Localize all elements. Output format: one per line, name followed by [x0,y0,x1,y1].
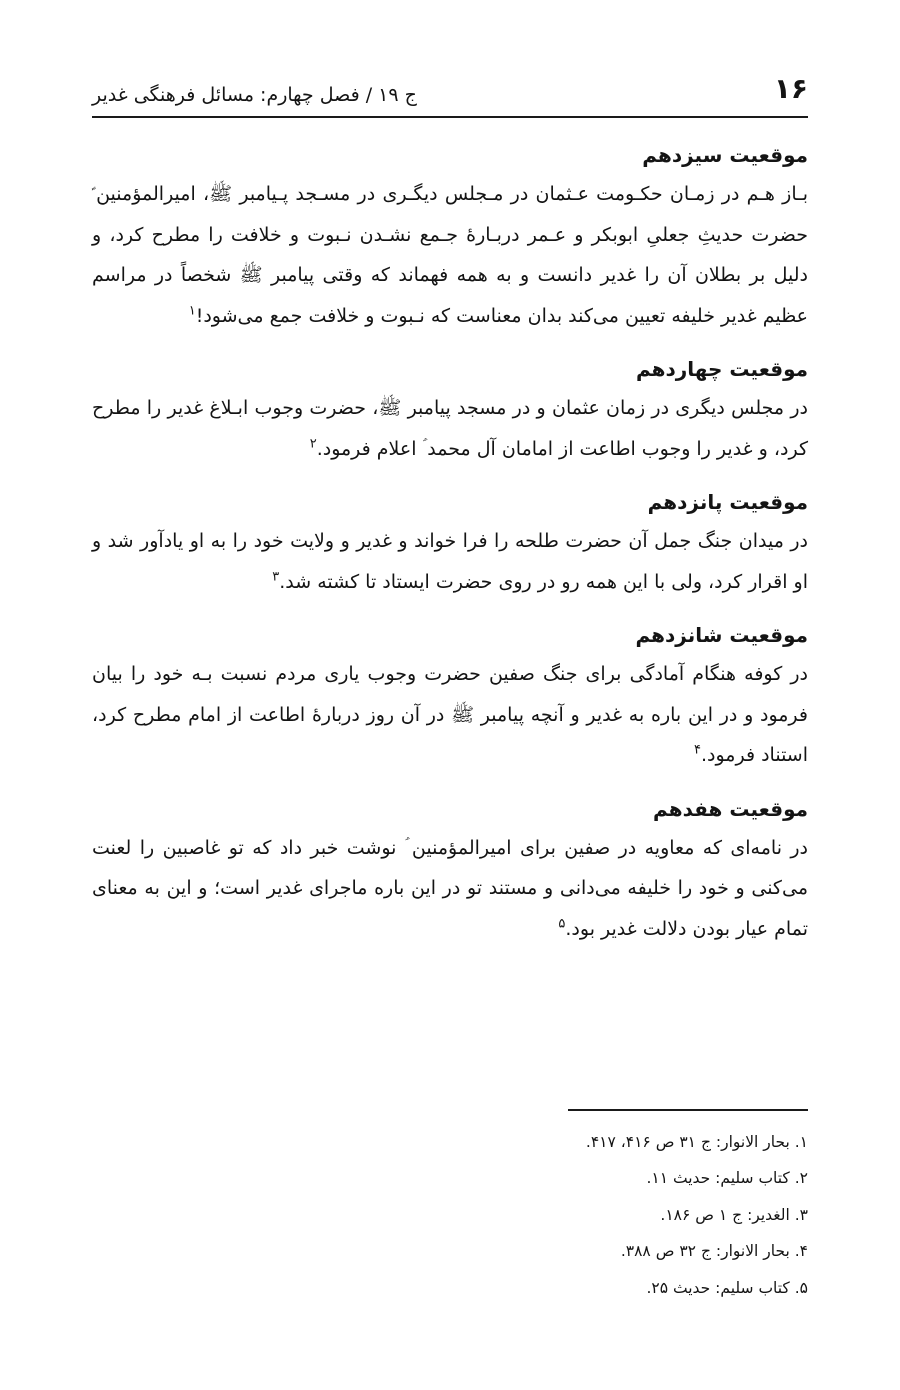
footnote-reference[interactable]: ۴ [694,742,701,758]
section-paragraph [92,388,808,469]
section-13 [92,140,808,336]
main-text [92,140,808,967]
section-15 [92,487,808,602]
section-16 [92,620,808,776]
footnote-item: ۵. کتاب سلیم: حدیث ۲۵. [646,1278,808,1297]
paragraph-text: در کوفه هنگام آمادگی برای جنگ صفین حضرت وجوب یاری مردم نسبت بـه خود را بیان فرمود و در این باره به غدیر و آنچه پیامبر ﷺ در آن روز دربارهٔ اطاعت از امام مطرح کرد، استناد فرمود. [92,663,808,766]
book-page [92,0,808,1390]
section-14 [92,354,808,469]
footnote-item: ۲. کتاب سلیم: حدیث ۱۱. [646,1169,808,1188]
footnote-item: ۴. بحار الانوار: ج ۳۲ ص ۳۸۸. [620,1242,808,1261]
section-heading: موقعیت چهاردهم [635,357,808,381]
footnote-divider [568,1109,808,1111]
running-header-title: ج ۱۹ / فصل چهارم: مسائل فرهنگی غدیر [92,84,417,106]
section-paragraph [92,654,808,776]
section-heading: موقعیت هفدهم [653,796,808,821]
footnote-reference[interactable]: ۳ [272,569,280,585]
page-number: ۱۶ [773,72,808,105]
section-17 [92,794,808,950]
section-heading: موقعیت سیزدهم [642,143,808,167]
footnotes-list [92,1124,808,1306]
section-paragraph [92,521,808,602]
footnote-item: ۱. بحار الانوار: ج ۳۱ ص ۴۱۶، ۴۱۷. [585,1133,808,1151]
paragraph-text: در نامه‌ای که معاویه در صفین برای امیرالمؤمنین ؑ نوشت خبر داد که تو غاصبین را لعنت می‌کنی و خود را خلیفه می‌دانی و مستند تو در این باره ماجرای غدیر است؛ و این به معنای تمام عیار بودن دلالت غدیر بود. [92,836,808,940]
section-paragraph [92,174,808,336]
paragraph-text: در میدان جنگ جمل آن حضرت طلحه را فرا خواند و غدیر و ولایت خود را به او یادآور شد و او اقرار کرد، ولی با این همه رو در روی حضرت ایستاد تا کشته شد. [92,530,808,593]
section-heading: موقعیت پانزدهم [647,490,808,514]
footnote-reference[interactable]: ۲ [309,436,317,452]
footnote-reference[interactable]: ۱ [188,303,196,319]
section-heading: موقعیت شانزدهم [635,623,808,647]
footnote-reference[interactable]: ۵ [558,916,566,932]
paragraph-text: در مجلس دیگری در زمان عثمان و در مسجد پیامبر ﷺ، حضرت وجوب ابـلاغ غدیر را مطرح کرد، و غدیر را وجوب اطاعت از امامان آل محمد ؑ اعلام فرمود. [92,397,808,460]
paragraph-text: بـاز هـم در زمـان حکـومت عـثمان در مـجلس دیگـری در مسـجد پـیامبر ﷺ، امیرالمؤمنین ؑ حضرت حدیثِ جعلیِ ابوبکر و عـمر دربـارهٔ جـمع نشـدن نـبوت و خلافت را مطرح کرد، و دلیل بر بطلان آن را غدیر دانست و به همه فهماند که وقتی پیامبر ﷺ شخصاً در مراسم عظیم غدیر خلیفه تعیین می‌کند بدان معناست که نـبوت و خلافت جمع می‌شود! [92,183,808,327]
section-paragraph [92,828,808,950]
running-header [92,70,808,118]
footnote-item: ۳. الغدیر: ج ۱ ص ۱۸۶. [660,1205,808,1224]
